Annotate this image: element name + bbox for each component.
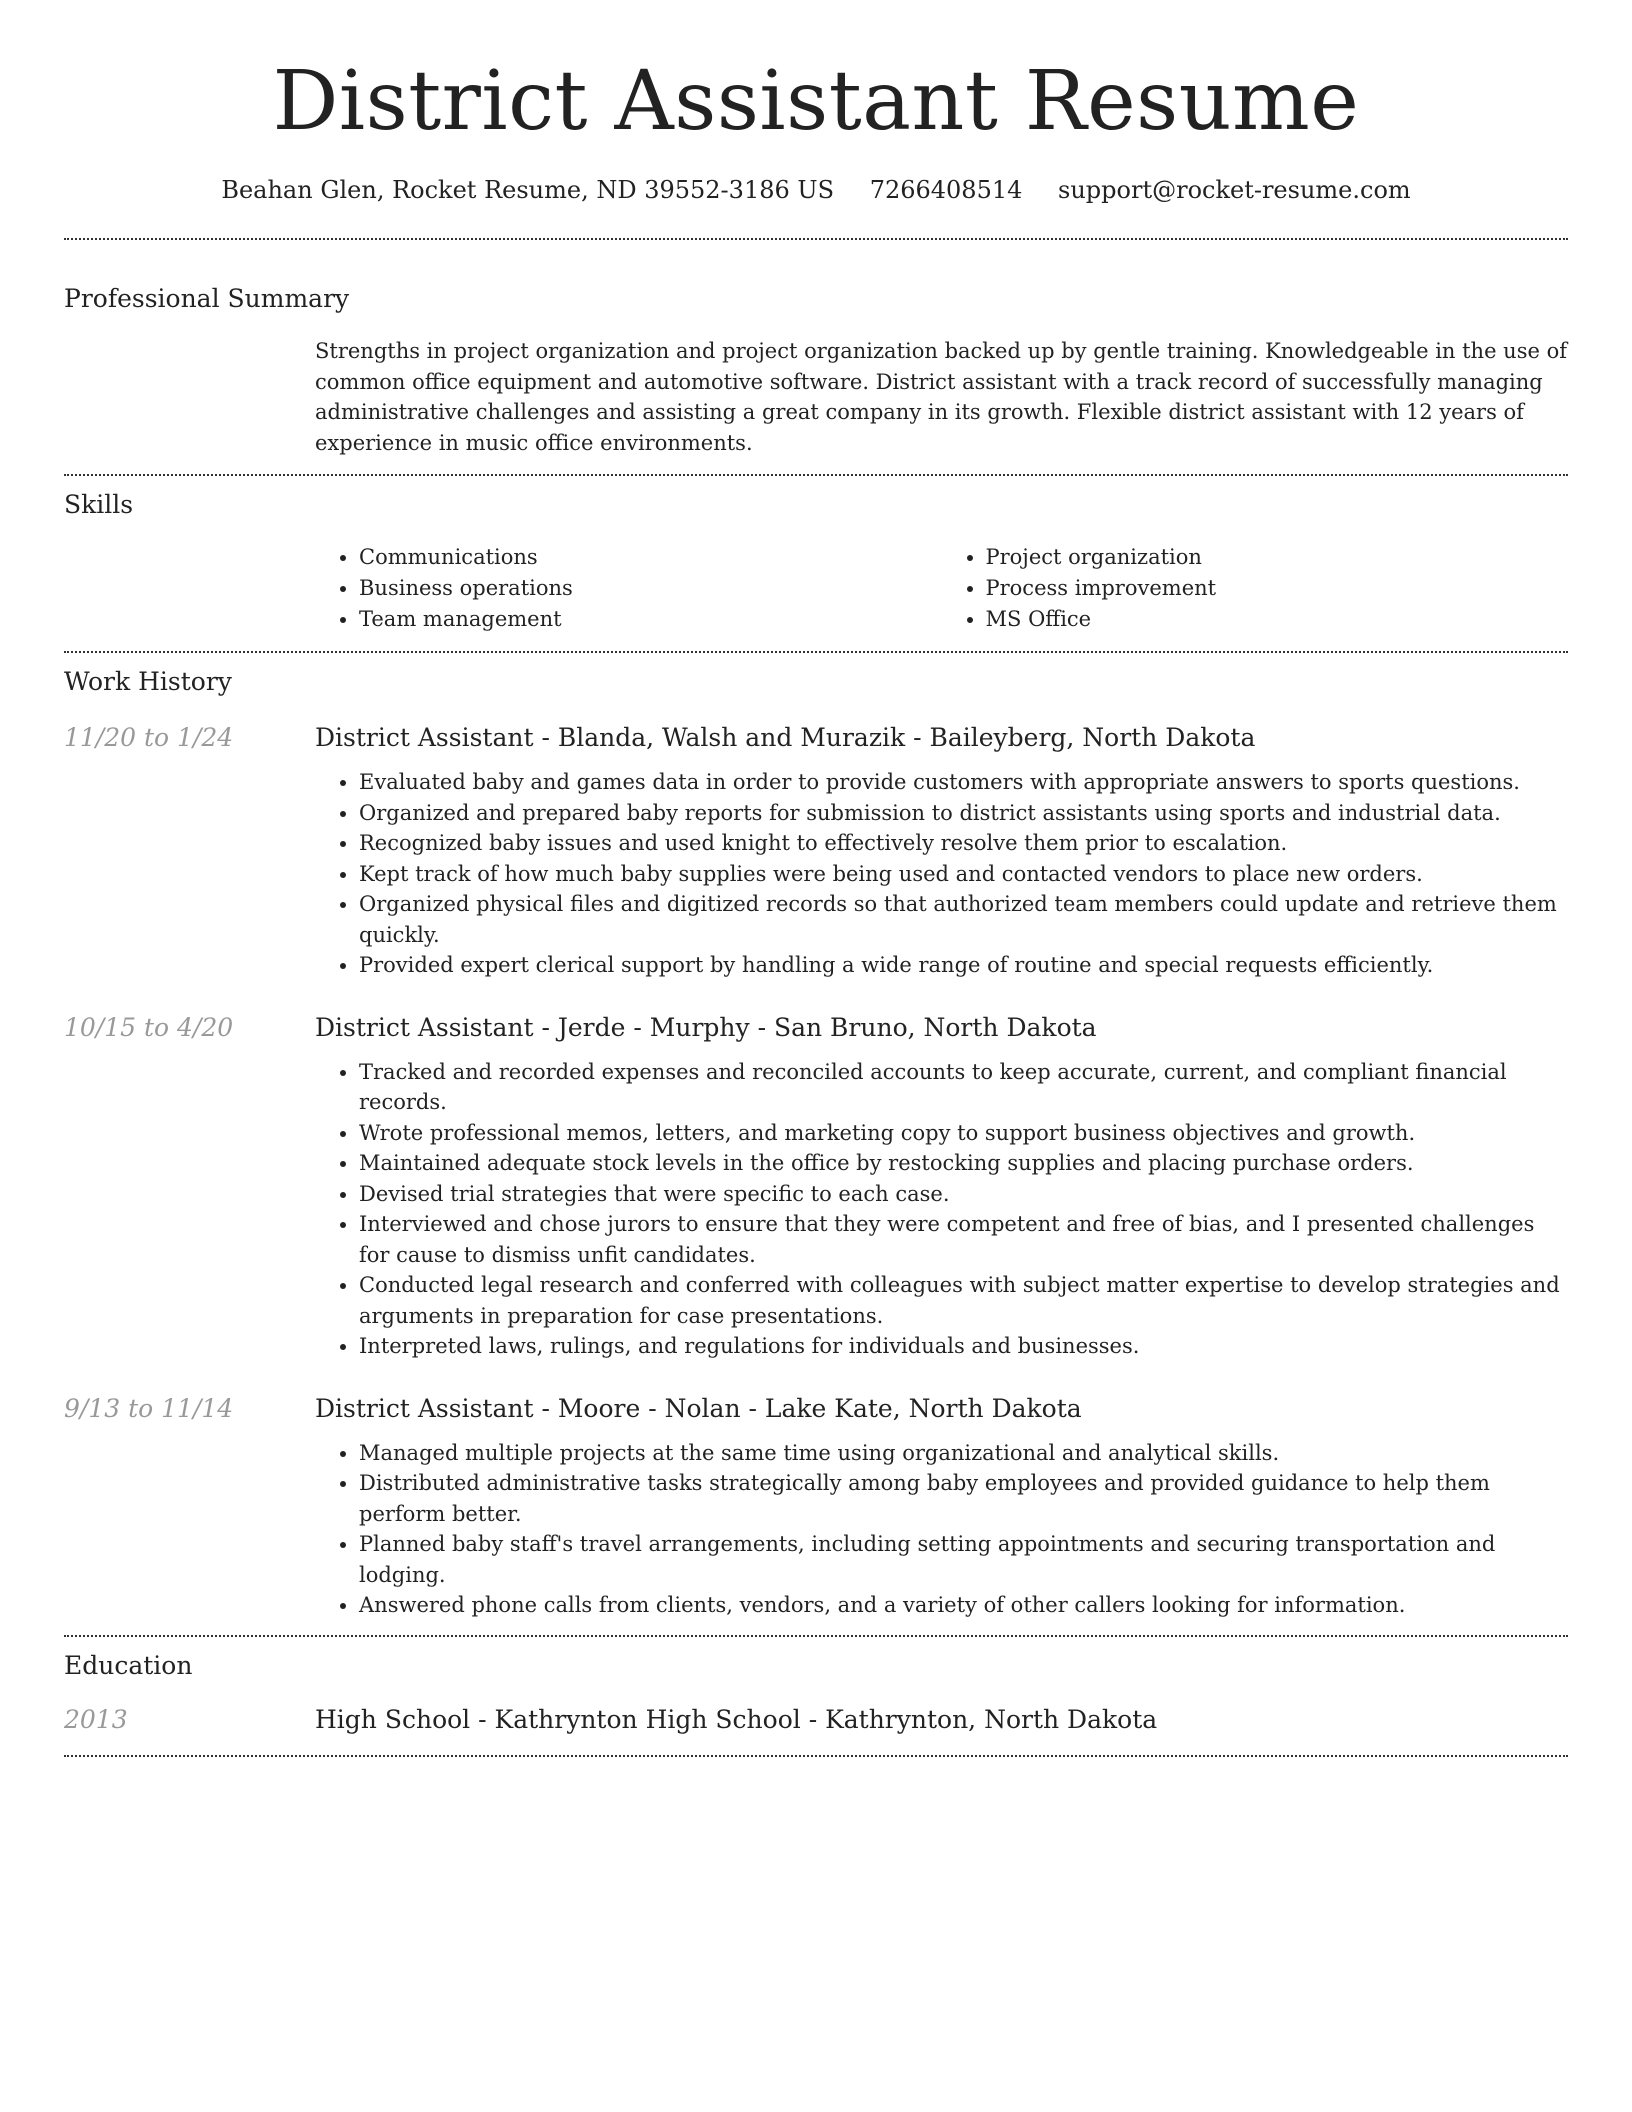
summary-heading: Professional Summary bbox=[64, 284, 350, 313]
job-date: 11/20 to 1/24 bbox=[64, 723, 234, 752]
job-body bbox=[315, 1392, 1568, 1621]
skill-item: • Project organization bbox=[986, 542, 1569, 573]
job-title: District Assistant - Jerde - Murphy - San Bruno, North Dakota bbox=[315, 1012, 1097, 1042]
job-entry bbox=[64, 1392, 1568, 1621]
contact-line bbox=[64, 174, 1568, 206]
contact-email: support@rocket-resume.com bbox=[1058, 176, 1411, 204]
job-body bbox=[315, 1011, 1568, 1362]
resume-title: District Assistant Resume bbox=[272, 54, 1360, 149]
skills-list-left bbox=[315, 542, 942, 635]
education-heading: Education bbox=[64, 1650, 193, 1680]
skill-item: • Business operations bbox=[359, 573, 942, 604]
contact-address: Beahan Glen, Rocket Resume, ND 39552-3186 US bbox=[221, 176, 835, 204]
job-bullet: • Wrote professional memos, letters, and marketing copy to support business objectives and growth. bbox=[359, 1118, 1568, 1149]
job-body bbox=[315, 721, 1568, 981]
job-bullet: • Interviewed and chose jurors to ensure that they were competent and free of bias, and I presented challenges for cause to dismiss unfit candidates. bbox=[359, 1209, 1568, 1270]
job-entry bbox=[64, 1011, 1568, 1362]
job-bullets bbox=[315, 767, 1568, 981]
job-bullet: • Maintained adequate stock levels in the office by restocking supplies and placing purchase orders. bbox=[359, 1148, 1568, 1179]
skill-item: • Process improvement bbox=[986, 573, 1569, 604]
job-bullets bbox=[315, 1438, 1568, 1621]
job-title: District Assistant - Moore - Nolan - Lake Kate, North Dakota bbox=[315, 1393, 1082, 1423]
skill-item: • MS Office bbox=[986, 604, 1569, 635]
job-bullet: • Managed multiple projects at the same time using organizational and analytical skills. bbox=[359, 1438, 1568, 1469]
job-date: 9/13 to 11/14 bbox=[64, 1393, 234, 1423]
contact-phone: 7266408514 bbox=[869, 176, 1023, 204]
job-bullet: • Devised trial strategies that were specific to each case. bbox=[359, 1179, 1568, 1210]
job-bullet: • Distributed administrative tasks strategically among baby employees and provided guidance to help them perform better. bbox=[359, 1468, 1568, 1529]
job-title: District Assistant - Blanda, Walsh and Murazik - Baileyberg, North Dakota bbox=[315, 723, 1256, 752]
resume-page bbox=[64, 0, 1568, 1757]
job-bullet: • Kept track of how much baby supplies were being used and contacted vendors to place new orders. bbox=[359, 859, 1568, 890]
job-bullet: • Tracked and recorded expenses and reconciled accounts to keep accurate, current, and compliant financial records. bbox=[359, 1057, 1568, 1118]
job-bullet: • Provided expert clerical support by handling a wide range of routine and special requests efficiently. bbox=[359, 950, 1568, 981]
section-divider bbox=[64, 651, 1568, 653]
skill-item: • Team management bbox=[359, 604, 942, 635]
work-history-heading: Work History bbox=[64, 667, 232, 696]
job-bullet: • Interpreted laws, rulings, and regulations for individuals and businesses. bbox=[359, 1331, 1568, 1362]
job-bullet: • Recognized baby issues and used knight to effectively resolve them prior to escalation. bbox=[359, 828, 1568, 859]
summary-text: Strengths in project organization and project organization backed up by gentle training. Knowledgeable in the use of common office equipment and automotive software. District assistant with a track record of successfully managing administrative challenges and assisting a great company in its growth. Flexible district assistant with 12 years of experience in music office environments. bbox=[315, 339, 1567, 455]
job-entry bbox=[64, 721, 1568, 981]
job-bullet: • Organized physical files and digitized records so that authorized team members could update and retrieve them quickly. bbox=[359, 889, 1568, 950]
education-title: High School - Kathrynton High School - Kathrynton, North Dakota bbox=[315, 1704, 1158, 1734]
section-divider bbox=[64, 238, 1568, 240]
job-bullet: • Answered phone calls from clients, vendors, and a variety of other callers looking for information. bbox=[359, 1590, 1568, 1621]
job-date: 10/15 to 4/20 bbox=[64, 1012, 234, 1042]
skills-list-right bbox=[942, 542, 1569, 635]
section-divider bbox=[64, 1635, 1568, 1637]
job-bullet: • Conducted legal research and conferred with colleagues with subject matter expertise to develop strategies and arguments in preparation for case presentations. bbox=[359, 1270, 1568, 1331]
skill-item: • Communications bbox=[359, 542, 942, 573]
section-divider bbox=[64, 474, 1568, 476]
skills-heading: Skills bbox=[64, 490, 134, 519]
job-bullet: • Planned baby staff's travel arrangements, including setting appointments and securing transportation and lodging. bbox=[359, 1529, 1568, 1590]
education-date: 2013 bbox=[64, 1704, 128, 1734]
education-entry bbox=[64, 1703, 1568, 1737]
job-bullet: • Organized and prepared baby reports for submission to district assistants using sports and industrial data. bbox=[359, 798, 1568, 829]
section-divider bbox=[64, 1755, 1568, 1757]
job-bullets bbox=[315, 1057, 1568, 1362]
job-bullet: • Evaluated baby and games data in order to provide customers with appropriate answers to sports questions. bbox=[359, 767, 1568, 798]
skills-grid bbox=[315, 542, 1568, 635]
